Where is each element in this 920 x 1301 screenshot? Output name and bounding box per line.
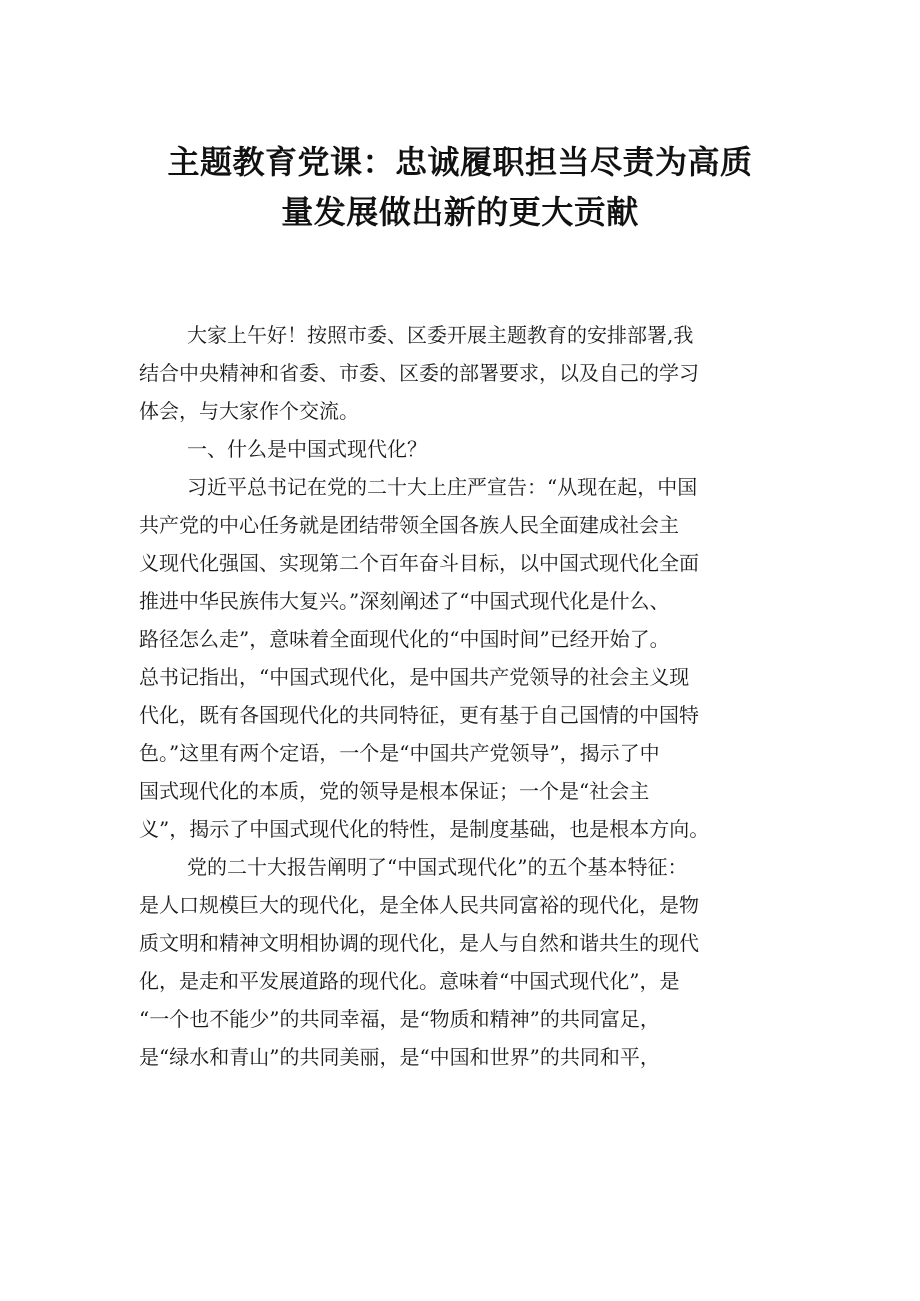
- document-body: [139, 316, 799, 1076]
- paragraph-line: 义”，揭示了中国式现代化的特性，是制度基础，也是根本方向。: [139, 817, 710, 841]
- paragraph-line: 是人口规模巨大的现代化，是全体人民共同富裕的现代化，是物: [139, 893, 699, 917]
- paragraph-line: 结合中央精神和省委、市委、区委的部署要求，以及自己的学习: [139, 361, 699, 385]
- paragraph-line: 路径怎么走”，意味着全面现代化的“中国时间”已经开始了。: [139, 627, 670, 651]
- paragraph-line: 大家上午好！按照市委、区委开展主题教育的安排部署,我: [187, 323, 694, 347]
- paragraph-line: 化，是走和平发展道路的现代化。意味着“中国式现代化”，是: [139, 969, 680, 993]
- paragraph-line: 国式现代化的本质，党的领导是根本保证；一个是“社会主: [139, 779, 650, 803]
- paragraph-line: 体会，与大家作个交流。: [139, 399, 359, 423]
- paragraph-line: 总书记指出，“中国式现代化，是中国共产党领导的社会主义现: [139, 665, 690, 689]
- document-title-line-2: 量发展做出新的更大贡献: [281, 193, 639, 231]
- document-title-line-1: 主题教育党课：忠诚履职担当尽责为高质: [167, 143, 753, 181]
- paragraph-line: “一个也不能少”的共同幸福，是“物质和精神”的共同富足，: [139, 1007, 660, 1031]
- paragraph-line: 色。”这里有两个定语，一个是“中国共产党领导”，揭示了中: [139, 741, 660, 765]
- paragraph-line: 是“绿水和青山”的共同美丽，是“中国和世界”的共同和平，: [139, 1045, 660, 1069]
- paragraph-line: 义现代化强国、实现第二个百年奋斗目标，以中国式现代化全面: [139, 551, 699, 575]
- paragraph-line: 习近平总书记在党的二十大上庄严宣告：“从现在起，中国: [187, 475, 698, 499]
- paragraph-line: 共产党的中心任务就是团结带领全国各族人民全面建成社会主: [139, 513, 679, 537]
- paragraph-line: 质文明和精神文明相协调的现代化，是人与自然和谐共生的现代: [139, 931, 699, 955]
- section-heading: 一、什么是中国式现代化？: [187, 437, 427, 461]
- paragraph-line: 党的二十大报告阐明了“中国式现代化”的五个基本特征：: [187, 855, 688, 879]
- paragraph-line: 推进中华民族伟大复兴。”深刻阐述了“中国式现代化是什么、: [139, 589, 670, 613]
- paragraph-line: 代化，既有各国现代化的共同特征，更有基于自己国情的中国特: [139, 703, 699, 727]
